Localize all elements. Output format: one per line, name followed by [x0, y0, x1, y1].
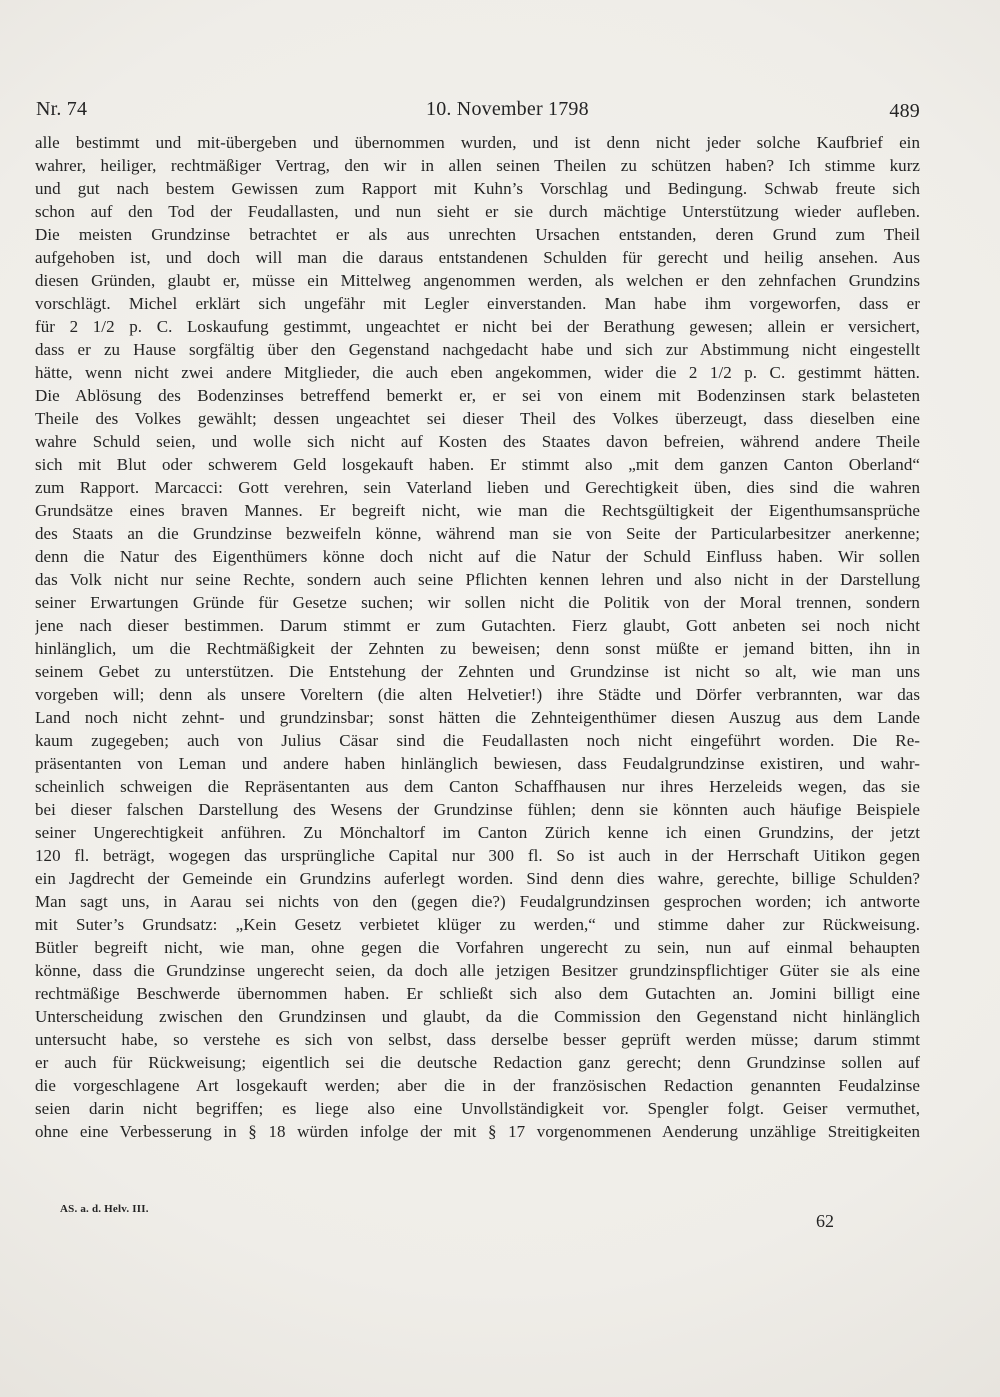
text-line: schon auf den Tod der Feudallasten, und nun sieht er sie durch mächtige Unterstützung wieder aufleben.: [35, 202, 920, 221]
text-line: Bütler begreift nicht, wie man, ohne gegen die Vorfahren ungerecht zu sein, nun auf einmal behaupten: [35, 938, 920, 957]
text-line: wahre Schuld seien, und wolle sich nicht auf Kosten des Staates davon befreien, während andere Theile: [35, 432, 920, 451]
text-line: seien darin nicht begriffen; es liege also eine Unvollständigkeit vor. Spengler folgt. Geiser vermuthet,: [35, 1099, 920, 1118]
text-line: mit Suter’s Grundsatz: „Kein Gesetz verbietet klüger zu werden,“ und stimme daher zur Rückweisung.: [35, 915, 920, 934]
text-line: diesen Gründen, glaubt er, müsse ein Mittelweg angenommen werden, als welchen er den zehnfachen Grundzins: [35, 271, 920, 290]
text-line: könne, dass die Grundzinse ungerecht seien, da doch alle jetzigen Besitzer grundzinspflichtiger Güter sie als eine: [35, 961, 920, 980]
text-line: zum Rapport. Marcacci: Gott verehren, sein Vaterland lieben und Gerechtigkeit üben, dies sind die wahren: [35, 478, 920, 497]
text-line: ein Jagdrecht der Gemeinde ein Grundzins auferlegt worden. Sind denn dies wahre, gerechte, billige Schulden?: [35, 869, 920, 888]
page-date: 10. November 1798: [426, 98, 589, 120]
text-line: dass er zu Hause sorgfältig über den Gegenstand nachgedacht habe und sich zur Abstimmung nicht eingestellt: [35, 340, 920, 359]
text-line: aufgehoben ist, und doch will man die daraus entstandenen Schulden für gerecht und heilig ansehen. Aus: [35, 248, 920, 267]
main-text: [35, 131, 920, 1143]
text-line: Unterscheidung zwischen den Grundzinsen und glaubt, da die Commission den Gegenstand nicht hinlänglich: [35, 1007, 920, 1026]
source-footnote: AS. a. d. Helv. III.: [60, 1203, 149, 1215]
text-line: vorschlägt. Michel erklärt sich ungefähr mit Legler einverstanden. Man habe ihm vorgeworfen, dass er: [35, 294, 920, 313]
text-line: Grundsätze eines braven Mannes. Er begreift nicht, wie man die Rechtsgültigkeit der Eigenthumsansprüche: [35, 501, 920, 520]
signature-number: 62: [816, 1211, 834, 1231]
page-header: [36, 98, 920, 128]
text-line: seiner Ungerechtigkeit anführen. Zu Mönchaltorf im Canton Zürich kenne ich einen Grundzins, der jetzt: [35, 823, 920, 842]
text-line: hinlänglich, um die Rechtmäßigkeit der Zehnten zu beweisen; denn sonst müßte er jemand bitten, ihn in: [35, 639, 920, 658]
text-line: bei dieser falschen Darstellung des Wesens der Grundzinse fühlen; denn sie könnten auch häufige Beispiele: [35, 800, 920, 819]
text-line: die vorgeschlagene Art losgekauft werden; aber die in der französischen Redaction genannten Feudalzinse: [35, 1076, 920, 1095]
page-number: 489: [889, 100, 920, 122]
text-line: Man sagt uns, in Aarau sei nichts von den (gegen die?) Feudalgrundzinsen gesprochen worden; ich antworte: [35, 892, 920, 911]
text-line: untersucht habe, so verstehe es sich von selbst, dass derselbe besser geprüft werden müsse; darum stimmt: [35, 1030, 920, 1049]
text-line: seinem Gebet zu unterstützen. Die Entstehung der Zehnten und Grundzinse ist nicht so alt, wie man uns: [35, 662, 920, 681]
text-line: er auch für Rückweisung; eigentlich sei die deutsche Redaction ganz gerecht; denn Grundzinse sollen auf: [35, 1053, 920, 1072]
text-line: wahrer, heiliger, rechtmäßiger Vertrag, den wir in allen seinen Theilen zu schützen haben? Ich stimme kurz: [35, 156, 920, 175]
text-line: Die meisten Grundzinse betrachtet er als aus unrechten Ursachen entstanden, deren Grund zum Theil: [35, 225, 920, 244]
text-line: Die Ablösung des Bodenzinses betreffend bemerkt er, er sei von einem mit Bodenzinsen stark belasteten: [35, 386, 920, 405]
text-line: und gut nach bestem Gewissen zum Rapport mit Kuhn’s Vorschlag und Bedingung. Schwab freute sich: [35, 179, 920, 198]
text-line: vorgeben will; denn als unsere Voreltern (die alten Helvetier!) ihre Städte und Dörfer verbrannten, war das: [35, 685, 920, 704]
text-line: des Staats an die Grundzinse bezweifeln könne, während man sie von Seite der Particularbesitzer anerkenne;: [35, 524, 920, 543]
text-line: denn die Natur des Eigenthümers könne doch nicht auf die Natur der Schuld Einfluss haben. Wir sollen: [35, 547, 920, 566]
text-line: ohne eine Verbesserung in § 18 würden infolge der mit § 17 vorgenommenen Aenderung unzählige Streitigkeiten: [35, 1122, 920, 1141]
text-line: präsentanten von Leman und andere haben hinlänglich bewiesen, dass Feudalgrundzinse existiren, und wahr-: [35, 754, 920, 773]
text-line: das Volk nicht nur seine Rechte, sondern auch seine Pflichten kennen lehren und also nicht in der Darstellung: [35, 570, 920, 589]
text-line: alle bestimmt und mit-übergeben und übernommen wurden, und ist denn nicht jeder solche Kaufbrief ein: [35, 133, 920, 152]
text-line: Theile des Volkes gewählt; dessen ungeachtet sei dieser Theil des Volkes überzeugt, dass dieselben eine: [35, 409, 920, 428]
text-line: scheinlich schweigen die Repräsentanten aus dem Canton Schaffhausen nur ihres Herzeleids wegen, das sie: [35, 777, 920, 796]
text-line: rechtmäßige Beschwerde übernommen haben. Er schließt sich also dem Gutachten an. Jomini billigt eine: [35, 984, 920, 1003]
text-line: hätte, wenn nicht zwei andere Mitglieder, die auch eben angekommen, wider die 2 1/2 p. C. gestimmt hätten.: [35, 363, 920, 382]
document-number: Nr. 74: [36, 98, 88, 120]
text-line: jene nach dieser bestimmen. Darum stimmt er zum Gutachten. Fierz glaubt, Gott anbeten sei noch nicht: [35, 616, 920, 635]
text-line: 120 fl. beträgt, wogegen das ursprüngliche Capital nur 300 fl. So ist auch in der Herrschaft Uitikon gegen: [35, 846, 920, 865]
text-line: Land noch nicht zehnt- und grundzinsbar; sonst hätten die Zehnteigenthümer diesen Auszug aus dem Lande: [35, 708, 920, 727]
text-line: sich mit Blut oder schwerem Geld losgekauft haben. Er stimmt also „mit dem ganzen Canton Oberland“: [35, 455, 920, 474]
text-line: seiner Erwartungen Gründe für Gesetze suchen; wir sollen nicht die Politik von der Moral trennen, sondern: [35, 593, 920, 612]
text-line: für 2 1/2 p. C. Loskaufung gestimmt, ungeachtet er nicht bei der Berathung gewesen; allein er versichert,: [35, 317, 920, 336]
text-line: kaum zugegeben; auch von Julius Cäsar sind die Feudallasten noch nicht eingeführt worden. Die Re-: [35, 731, 920, 750]
